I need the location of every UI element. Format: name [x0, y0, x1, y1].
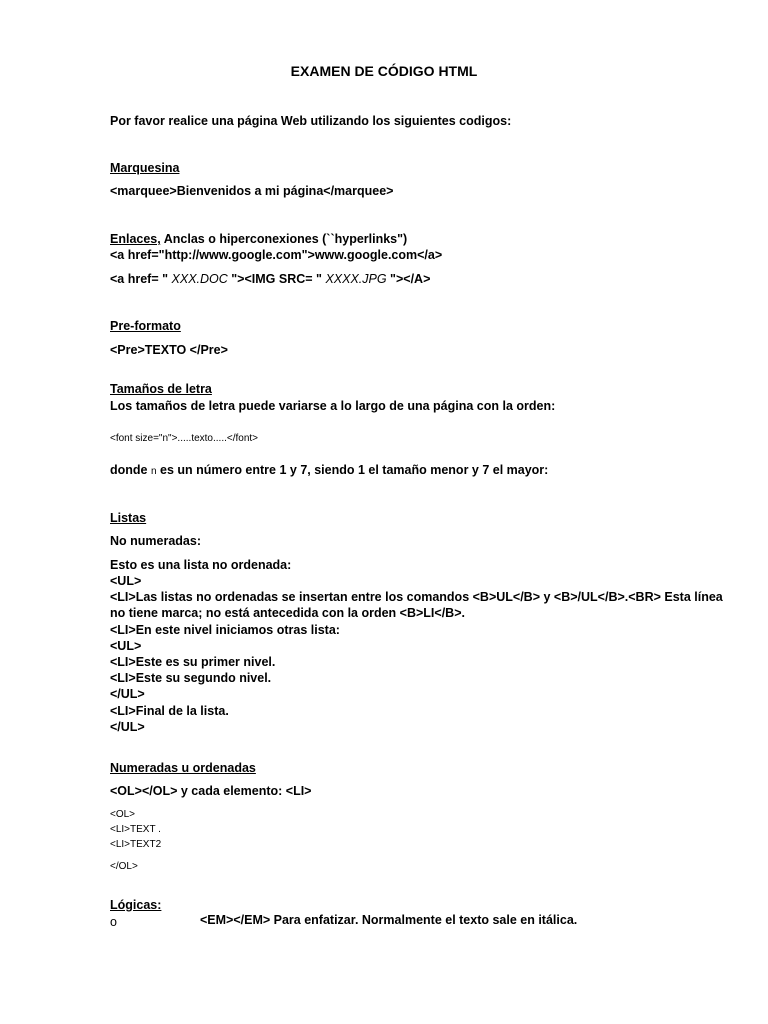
links-code-2-part-a: <a href= " [110, 272, 172, 286]
links-code-2-jpg: XXXX.JPG [325, 272, 387, 286]
list-line: <LI>Este es su primer nivel. [110, 655, 276, 669]
sizes-code: <font size="n">.....texto.....</font> [110, 433, 259, 444]
sizes-description: Los tamaños de letra puede variarse a lo largo de una página con la orden: [110, 399, 556, 413]
links-heading-underlined: Enlaces, [110, 232, 161, 246]
ordered-heading: Numeradas u ordenadas [110, 761, 256, 775]
sizes-note-a: donde [110, 463, 151, 477]
bullet-icon: o [110, 915, 117, 929]
list-line: no tiene marca; no está antecedida con la orden <B>LI</B>. [110, 606, 465, 620]
list-line: <LI>Las listas no ordenadas se insertan entre los comandos <B>UL</B> y <B>/UL</B>.<BR> Esta línea [110, 590, 723, 604]
list-line: </UL> [110, 687, 145, 701]
lists-heading: Listas [110, 511, 147, 525]
intro-text: Por favor realice una página Web utilizando los siguientes codigos: [110, 114, 512, 128]
list-line: <UL> [110, 639, 142, 653]
ordered-code-line: <LI>TEXT . [110, 824, 161, 835]
sizes-heading: Tamaños de letra [110, 382, 212, 396]
marquee-code: <marquee>Bienvenidos a mi página</marquee> [110, 184, 394, 198]
links-code-2-part-c: "><IMG SRC= " [227, 272, 326, 286]
links-code-1: <a href="http://www.google.com">www.google.com</a> [110, 248, 443, 262]
logic-em-line: <EM></EM> Para enfatizar. Normalmente el texto sale en itálica. [200, 913, 578, 927]
list-line: <UL> [110, 574, 142, 588]
list-line: <LI>Este su segundo nivel. [110, 671, 272, 685]
marquee-heading: Marquesina [110, 161, 180, 175]
pre-heading: Pre-formato [110, 319, 181, 333]
links-code-2-doc: XXX.DOC [171, 272, 228, 286]
ordered-description: <OL></OL> y cada elemento: <LI> [110, 784, 312, 798]
list-line: </UL> [110, 720, 145, 734]
links-heading-rest: Anclas o hiperconexiones (``hyperlinks") [160, 232, 408, 246]
sizes-note-n: n [150, 466, 157, 477]
lists-unordered-heading: No numeradas: [110, 534, 201, 548]
list-line: <LI>En este nivel iniciamos otras lista: [110, 623, 340, 637]
links-code-2 [110, 271, 430, 287]
logic-heading: Lógicas: [110, 898, 162, 912]
ordered-code-line: <OL> [110, 809, 136, 820]
ordered-code-line: <LI>TEXT2 [110, 839, 162, 850]
links-code-2-part-e: "></A> [386, 272, 431, 286]
ordered-code-line: </OL> [110, 861, 138, 872]
sizes-note [110, 462, 548, 480]
list-line: Esto es una lista no ordenada: [110, 558, 292, 572]
sizes-note-b: es un número entre 1 y 7, siendo 1 el tamaño menor y 7 el mayor: [156, 463, 549, 477]
pre-code: <Pre>TEXTO </Pre> [110, 343, 228, 357]
page-title: EXAMEN DE CÓDIGO HTML [290, 63, 478, 79]
list-line: <LI>Final de la lista. [110, 704, 229, 718]
links-heading [110, 231, 407, 247]
